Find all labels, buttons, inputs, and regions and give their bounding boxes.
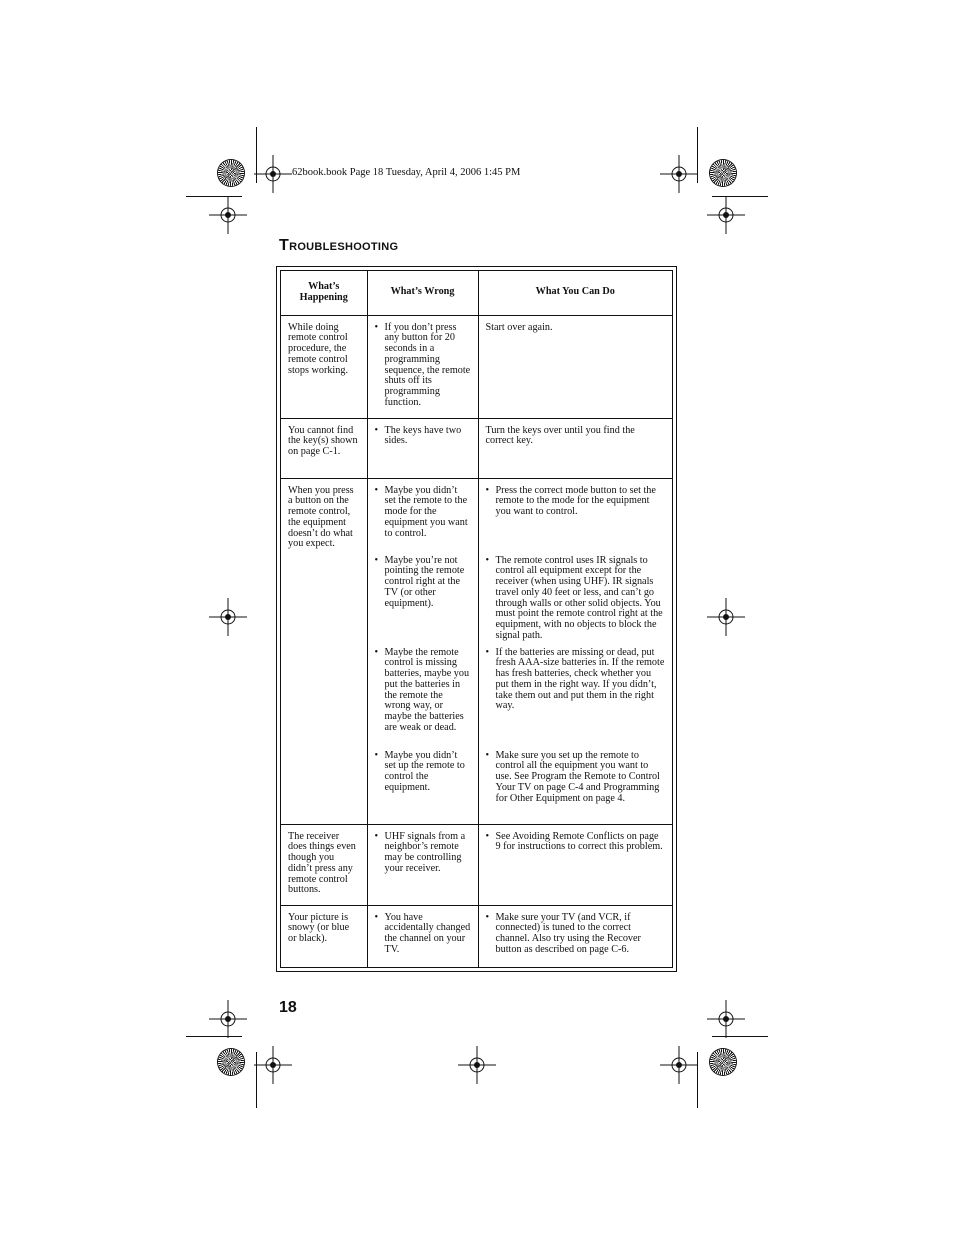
row-1-do [478, 315, 672, 418]
registration-mark-icon [209, 598, 247, 636]
table-row [281, 418, 672, 478]
starburst-target-icon [710, 1049, 736, 1075]
registration-mark-icon [707, 196, 745, 234]
row-5-wrong [367, 905, 478, 967]
row-5-happening [281, 905, 367, 967]
troubleshooting-table [281, 271, 672, 967]
row-2-wrong [367, 418, 478, 478]
do-item: • Make sure your TV (and VCR, if connected) is tuned to the correct channel. Also try using the Recover button as described on page C-6. [486, 913, 666, 956]
do-text: Start over again. [485, 321, 553, 333]
row-3-wrong [367, 478, 478, 824]
row-2-do [478, 418, 672, 478]
header-what-you-can-do: What You Can Do [478, 271, 672, 315]
page-number: 18 [279, 999, 297, 1016]
table-row [281, 478, 672, 824]
happening-text: While doing remote control procedure, the remote control stops working. [288, 321, 348, 376]
starburst-target-icon [218, 1049, 244, 1075]
file-info-header: 62book.book Page 18 Tuesday, April 4, 2006 1:45 PM [292, 167, 521, 178]
row-5-do [478, 905, 672, 967]
table-row [281, 824, 672, 905]
happening-text: When you press a button on the remote control, the equipment doesn’t do what you expect. [288, 484, 354, 550]
do-item: • See Avoiding Remote Conflicts on page 9 for instructions to correct this problem. [486, 832, 666, 854]
table-row [281, 905, 672, 967]
registration-mark-icon [254, 155, 292, 193]
wrong-item: • Maybe you didn’t set the remote to the mode for the equipment you want to control. [375, 486, 471, 556]
row-4-do [478, 824, 672, 905]
row-2-happening [281, 418, 367, 478]
do-item: • If the batteries are missing or dead, put fresh AAA-size batteries in. If the remote has fresh batteries, check whether you put them in the right way. If you didn’t, take them out and put them in the right way. [486, 648, 666, 751]
starburst-target-icon [218, 160, 244, 186]
registration-mark-icon [254, 1046, 292, 1084]
wrong-item: • Maybe the remote control is missing batteries, maybe you put the batteries in the remote the wrong way, or maybe the batteries are weak or dead. [375, 648, 471, 751]
section-title: Troubleshooting [279, 237, 399, 254]
row-3-do [478, 478, 672, 824]
do-text: Turn the keys over until you find the correct key. [485, 424, 635, 447]
row-4-happening [281, 824, 367, 905]
row-3-happening [281, 478, 367, 824]
row-1-wrong [367, 315, 478, 418]
happening-text: You cannot find the key(s) shown on page C-1. [288, 424, 358, 458]
header-whats-wrong: What’s Wrong [367, 271, 478, 315]
registration-mark-icon [209, 196, 247, 234]
troubleshooting-table-inner [280, 270, 673, 968]
wrong-item: • The keys have two sides. [375, 426, 471, 448]
registration-mark-icon [660, 155, 698, 193]
registration-mark-icon [707, 598, 745, 636]
wrong-item: • Maybe you’re not pointing the remote control right at the TV (or other equipment). [375, 556, 471, 648]
wrong-item: • Maybe you didn’t set up the remote to control the equipment. [375, 751, 471, 794]
troubleshooting-table-frame [276, 266, 677, 972]
starburst-target-icon [710, 160, 736, 186]
happening-text: Your picture is snowy (or blue or black). [288, 911, 350, 945]
wrong-item: • If you don’t press any button for 20 seconds in a programming sequence, the remote shuts off its programming function. [375, 323, 471, 409]
do-item: • Make sure you set up the remote to control all the equipment you want to use. See Program the Remote to Control Your TV on page C-4 and Programming for Other Equipment on page 4. [486, 751, 666, 805]
do-item: • The remote control uses IR signals to control all equipment except for the receiver (when using UHF). IR signals travel only 40 feet or less, and can’t go through walls or other solid objects. You must point the remote control right at the equipment, with no objects to block the signal path. [486, 556, 666, 648]
row-1-happening [281, 315, 367, 418]
registration-mark-icon [707, 1000, 745, 1038]
registration-mark-icon [458, 1046, 496, 1084]
registration-mark-icon [660, 1046, 698, 1084]
header-whats-happening: What’s Happening [281, 271, 367, 315]
row-4-wrong [367, 824, 478, 905]
happening-text: The receiver does things even though you didn’t press any remote control buttons. [288, 830, 356, 896]
wrong-item: • UHF signals from a neighbor’s remote may be controlling your receiver. [375, 832, 471, 875]
table-header-row [281, 271, 672, 315]
do-item: • Press the correct mode button to set the remote to the mode for the equipment you want to control. [486, 486, 666, 556]
wrong-item: • You have accidentally changed the channel on your TV. [375, 913, 471, 956]
registration-mark-icon [209, 1000, 247, 1038]
table-row [281, 315, 672, 418]
